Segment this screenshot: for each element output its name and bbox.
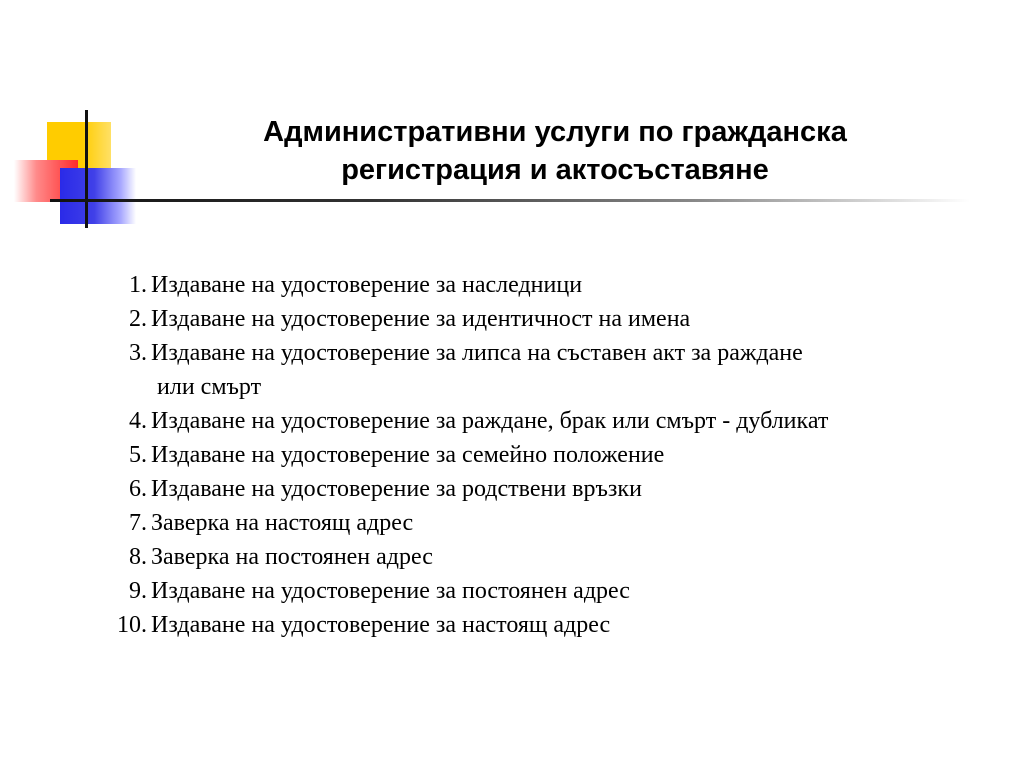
list-item-number: 2.: [129, 306, 147, 332]
list-item-number: 6.: [129, 476, 147, 502]
list-item-text: Издаване на удостоверение за постоянен адрес: [151, 578, 630, 604]
slide-title-line-1: Административни услуги по гражданска: [263, 116, 847, 148]
list-item-continuation: [0, 370, 1000, 404]
logo-vertical-line: [85, 110, 88, 228]
list-item-text: Заверка на настоящ адрес: [151, 510, 414, 536]
list-item-number: 5.: [129, 442, 147, 468]
list-item-text-continuation: или смърт: [157, 374, 262, 400]
list-item: [0, 472, 1000, 506]
list-item-number: 4.: [129, 408, 147, 434]
list-item-text: Издаване на удостоверение за родствени връзки: [151, 476, 642, 502]
list-item: [0, 336, 1000, 370]
list-item-text: Издаване на удостоверение за семейно положение: [151, 442, 665, 468]
services-list: [0, 268, 1000, 642]
list-item: [0, 506, 1000, 540]
list-item-number: 7.: [129, 510, 147, 536]
list-item: [0, 438, 1000, 472]
list-item-text: Издаване на удостоверение за липса на съставен акт за раждане: [151, 340, 803, 366]
list-item-number: 1.: [129, 272, 147, 298]
slide-title: [180, 113, 930, 189]
title-underline: [50, 199, 970, 202]
list-item: [0, 404, 1000, 438]
list-item-number: 9.: [129, 578, 147, 604]
list-item-text: Издаване на удостоверение за наследници: [151, 272, 583, 298]
list-item: [0, 608, 1000, 642]
list-item-text: Издаване на удостоверение за настоящ адрес: [151, 612, 611, 638]
list-item: [0, 540, 1000, 574]
list-item-text: Заверка на постоянен адрес: [151, 544, 433, 570]
list-item-number: 3.: [129, 340, 147, 366]
list-item: [0, 302, 1000, 336]
list-item-number: 10.: [117, 612, 147, 638]
list-item: [0, 268, 1000, 302]
list-item-number: 8.: [129, 544, 147, 570]
slide-title-line-2: регистрация и актосъставяне: [341, 154, 769, 186]
list-item-text: Издаване на удостоверение за раждане, брак или смърт - дубликат: [151, 408, 829, 434]
list-item: [0, 574, 1000, 608]
list-item-text: Издаване на удостоверение за идентичност на имена: [151, 306, 691, 332]
logo-blue-square: [60, 168, 136, 224]
